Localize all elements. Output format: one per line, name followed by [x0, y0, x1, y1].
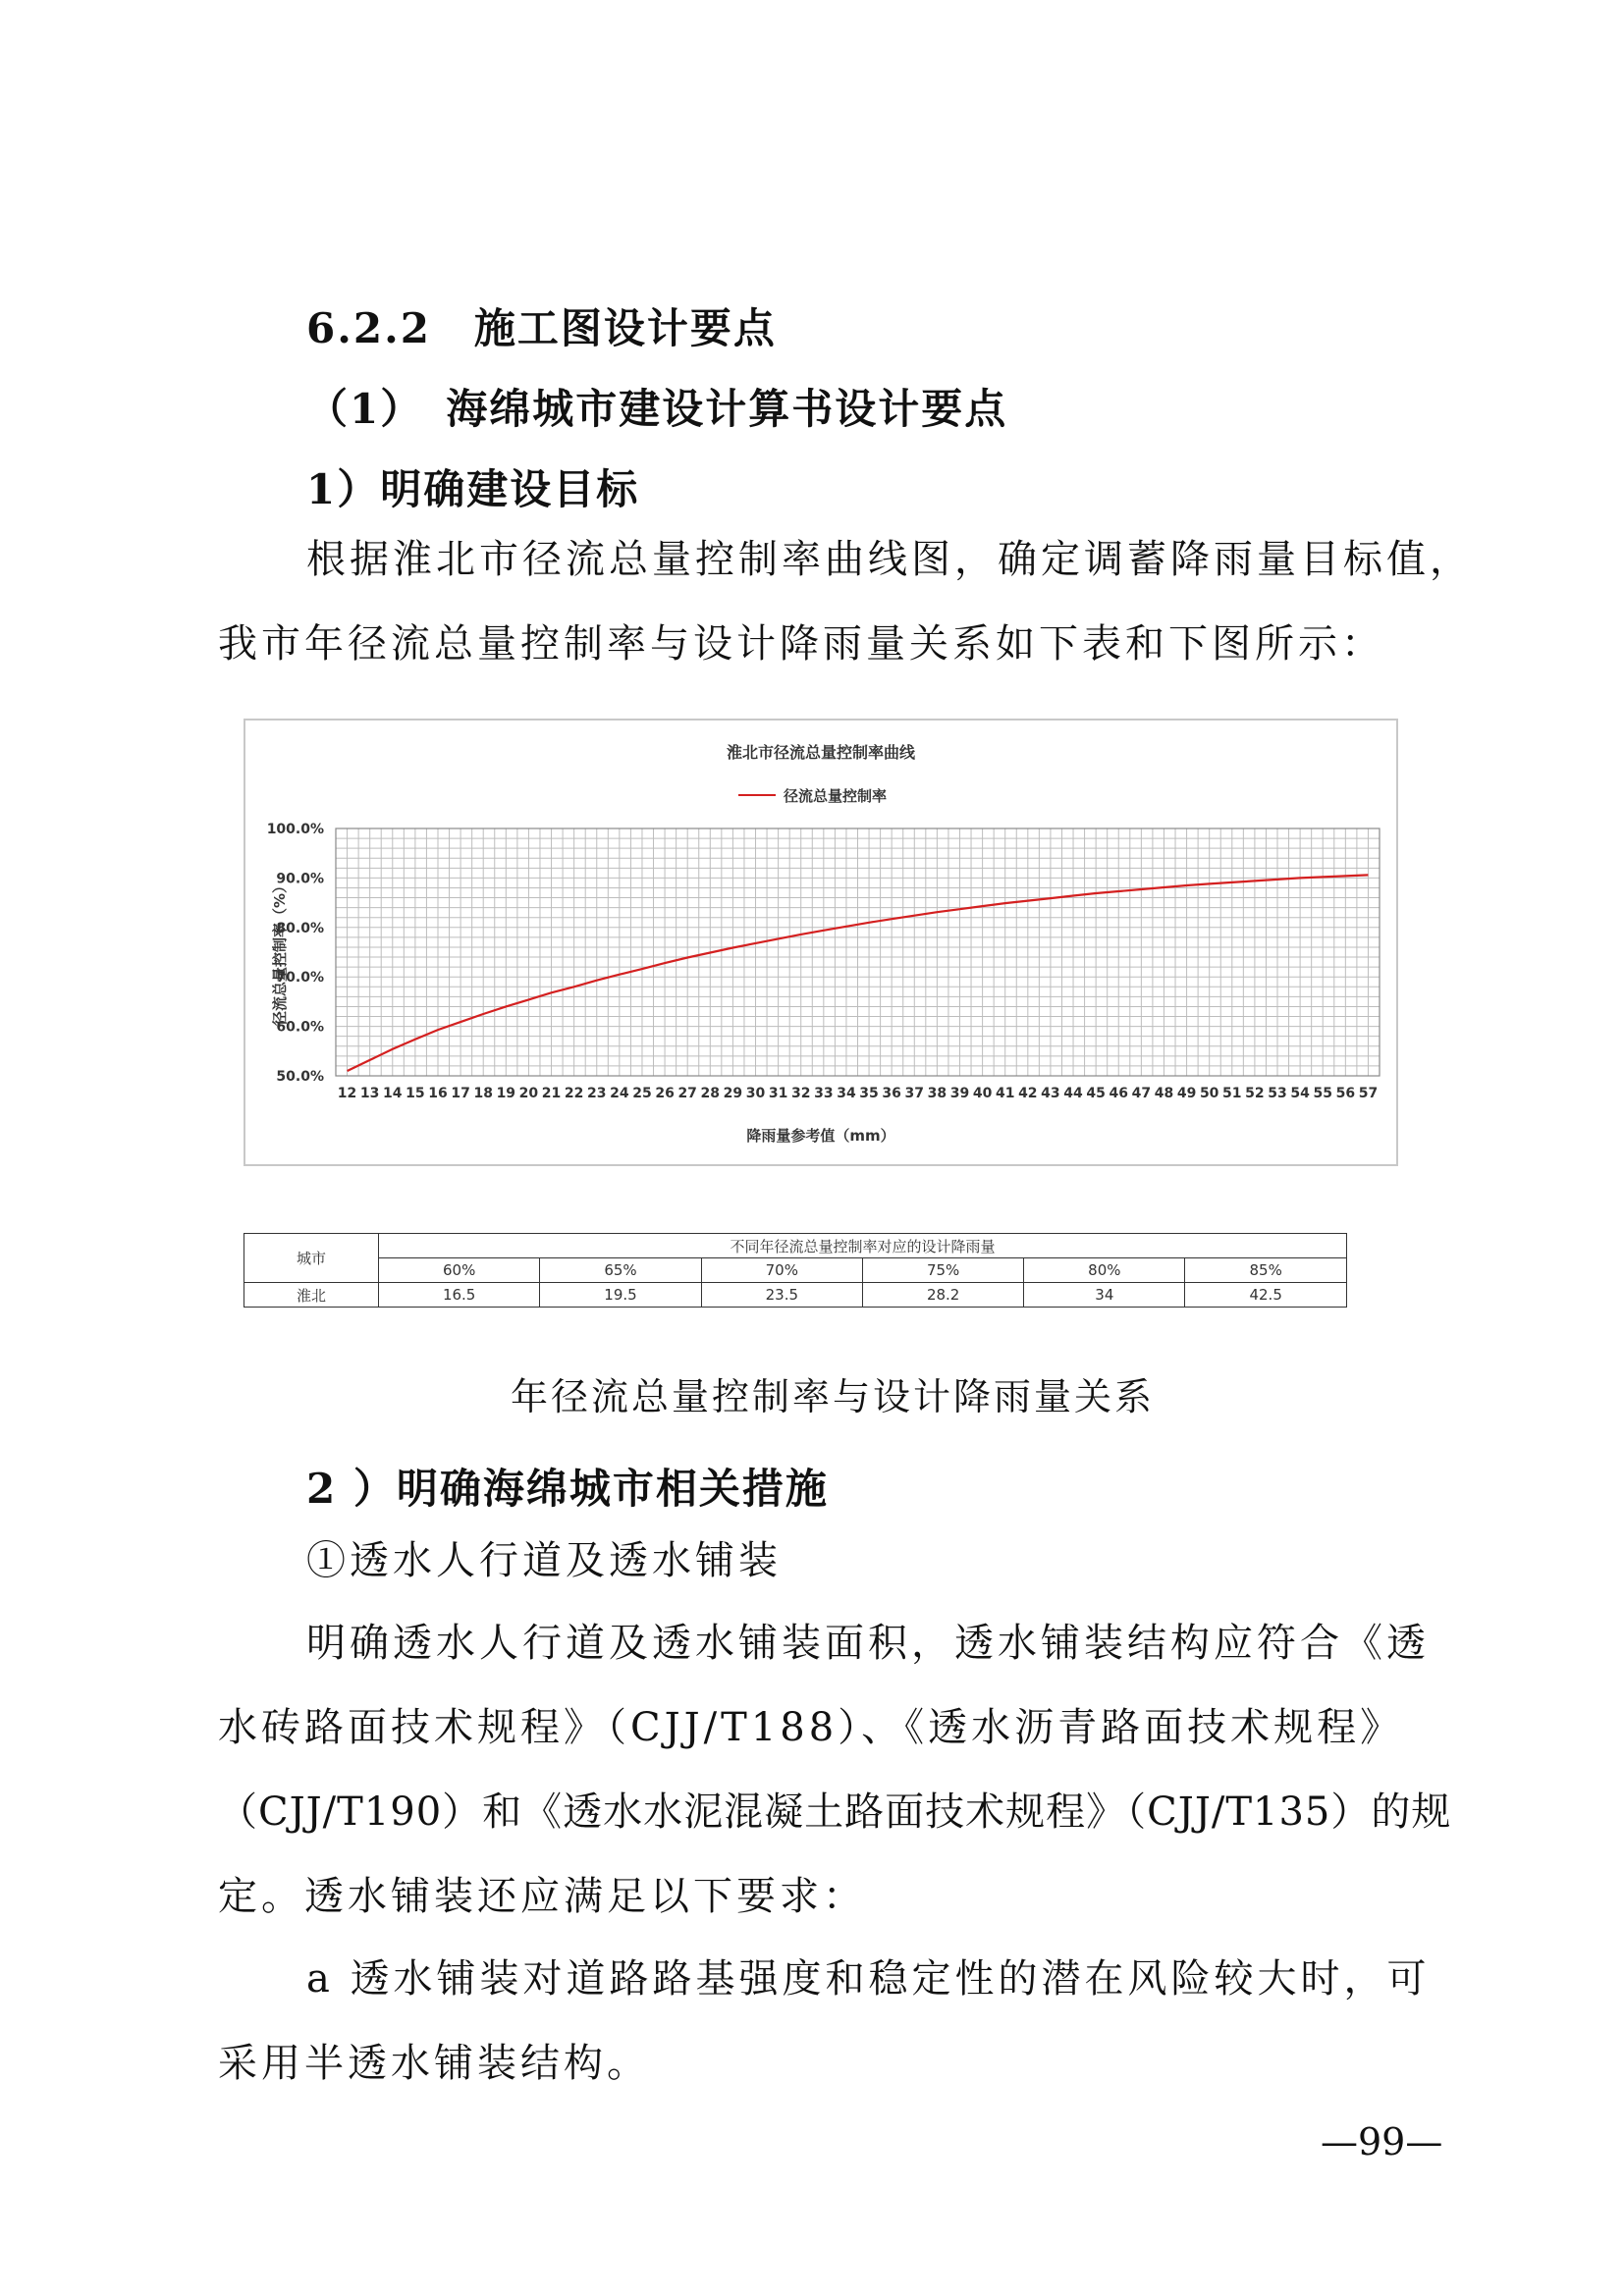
measure-1-title: ①透水人行道及透水铺装 — [306, 1538, 782, 1583]
chart-title: 淮北市径流总量控制率曲线 — [726, 743, 916, 762]
table-row-city: 淮北 — [244, 1283, 379, 1308]
x-tick-label: 13 — [359, 1086, 380, 1101]
intro-line-1: 根据淮北市径流总量控制率曲线图，确定调蓄降雨量目标值， — [306, 537, 1473, 582]
x-tick-label: 42 — [1018, 1086, 1038, 1101]
x-tick-label: 29 — [723, 1086, 743, 1101]
x-tick-label: 17 — [451, 1086, 470, 1101]
x-tick-label: 41 — [995, 1086, 1015, 1101]
x-tick-label: 23 — [587, 1086, 607, 1101]
runoff-control-chart — [245, 721, 1396, 1164]
x-tick-label: 57 — [1358, 1086, 1379, 1101]
body-line-3: （CJJ/T190）和《透水水泥混凝土路面技术规程》（CJJ/T135）的规 — [218, 1789, 1452, 1835]
item1-heading: 1）明确建设目标 — [306, 465, 640, 513]
x-axis-label: 降雨量参考值（mm） — [746, 1127, 895, 1145]
x-tick-label: 25 — [632, 1086, 652, 1101]
x-tick-label: 36 — [882, 1086, 901, 1101]
x-tick-label: 21 — [541, 1086, 562, 1101]
x-tick-label: 28 — [700, 1086, 721, 1101]
table-header-city: 城市 — [244, 1234, 379, 1283]
x-tick-label: 56 — [1335, 1086, 1356, 1101]
x-tick-label: 19 — [496, 1086, 516, 1101]
x-tick-label: 16 — [428, 1086, 448, 1101]
x-tick-label: 34 — [837, 1086, 856, 1101]
x-tick-label: 33 — [814, 1086, 834, 1101]
design-rainfall-table — [244, 1233, 1347, 1308]
intro-line-2: 我市年径流总量控制率与设计降雨量关系如下表和下图所示： — [218, 621, 1384, 667]
x-tick-label: 27 — [677, 1086, 697, 1101]
requirement-a-line-1: a 透水铺装对道路路基强度和稳定性的潜在风险较大时，可 — [306, 1956, 1431, 2002]
y-tick-label: 50.0% — [276, 1069, 324, 1085]
x-tick-label: 37 — [904, 1086, 925, 1101]
section-heading: 6.2.2 施工图设计要点 — [306, 304, 777, 352]
body-line-1: 明确透水人行道及透水铺装面积，透水铺装结构应符合《透 — [306, 1621, 1430, 1666]
x-tick-label: 26 — [655, 1086, 675, 1101]
x-tick-label: 32 — [790, 1086, 811, 1101]
x-tick-label: 44 — [1063, 1086, 1083, 1101]
x-tick-label: 14 — [383, 1086, 403, 1101]
table-rate-cell: 80% — [1024, 1258, 1185, 1283]
table-rate-cell: 65% — [540, 1258, 701, 1283]
item2-heading: 2 ）明确海绵城市相关措施 — [306, 1465, 829, 1513]
x-tick-label: 15 — [406, 1086, 425, 1101]
y-tick-label: 80.0% — [276, 920, 324, 936]
y-tick-label: 60.0% — [276, 1019, 324, 1036]
x-tick-label: 54 — [1290, 1086, 1310, 1101]
x-tick-label: 45 — [1086, 1086, 1106, 1101]
table-value-cell: 34 — [1024, 1283, 1185, 1308]
table-value-cell: 28.2 — [862, 1283, 1023, 1308]
y-axis-label: 径流总量控制率（%） — [271, 878, 289, 1027]
body-line-2: 水砖路面技术规程》（CJJ/T188）、《透水沥青路面技术规程》 — [218, 1705, 1404, 1750]
table-value-cell: 23.5 — [701, 1283, 862, 1308]
x-tick-label: 49 — [1176, 1086, 1197, 1101]
table-rate-cell: 75% — [862, 1258, 1023, 1283]
table-value-cell: 19.5 — [540, 1283, 701, 1308]
chart-grid — [336, 828, 1380, 1076]
x-tick-label: 46 — [1109, 1086, 1128, 1101]
table-rate-cell: 60% — [379, 1258, 540, 1283]
x-tick-label: 51 — [1222, 1086, 1242, 1101]
x-tick-label: 30 — [745, 1086, 766, 1101]
x-tick-label: 18 — [473, 1086, 493, 1101]
table-rate-cell: 85% — [1185, 1258, 1347, 1283]
chart-frame — [244, 719, 1398, 1166]
x-tick-label: 31 — [768, 1086, 788, 1101]
table-rate-cell: 70% — [701, 1258, 862, 1283]
legend-label: 径流总量控制率 — [784, 787, 888, 805]
x-tick-label: 24 — [610, 1086, 629, 1101]
x-tick-label: 12 — [337, 1086, 357, 1101]
table-header-group: 不同年径流总量控制率对应的设计降雨量 — [379, 1234, 1347, 1258]
x-tick-label: 53 — [1268, 1086, 1287, 1101]
body-line-4: 定。透水铺装还应满足以下要求： — [218, 1874, 866, 1919]
figure-caption: 年径流总量控制率与设计降雨量关系 — [511, 1375, 1156, 1418]
y-tick-label: 70.0% — [276, 970, 324, 987]
x-tick-label: 48 — [1154, 1086, 1174, 1101]
x-tick-labels — [338, 1086, 1378, 1101]
x-tick-label: 52 — [1245, 1086, 1265, 1101]
x-tick-label: 50 — [1199, 1086, 1219, 1101]
x-tick-label: 47 — [1131, 1086, 1152, 1101]
y-tick-label: 90.0% — [276, 871, 324, 887]
x-tick-label: 43 — [1041, 1086, 1060, 1101]
subsection-heading: （1） 海绵城市建设计算书设计要点 — [306, 385, 1008, 433]
x-tick-label: 40 — [972, 1086, 993, 1101]
x-tick-label: 55 — [1313, 1086, 1332, 1101]
x-tick-label: 22 — [564, 1086, 584, 1101]
x-tick-label: 20 — [518, 1086, 539, 1101]
x-tick-label: 35 — [859, 1086, 879, 1101]
table-value-cell: 42.5 — [1185, 1283, 1347, 1308]
y-tick-label: 100.0% — [266, 822, 324, 837]
page-number: —99— — [1321, 2120, 1443, 2163]
table-value-cell: 16.5 — [379, 1283, 540, 1308]
x-tick-label: 39 — [949, 1086, 970, 1101]
requirement-a-line-2: 采用半透水铺装结构。 — [218, 2041, 650, 2086]
x-tick-label: 38 — [927, 1086, 947, 1101]
